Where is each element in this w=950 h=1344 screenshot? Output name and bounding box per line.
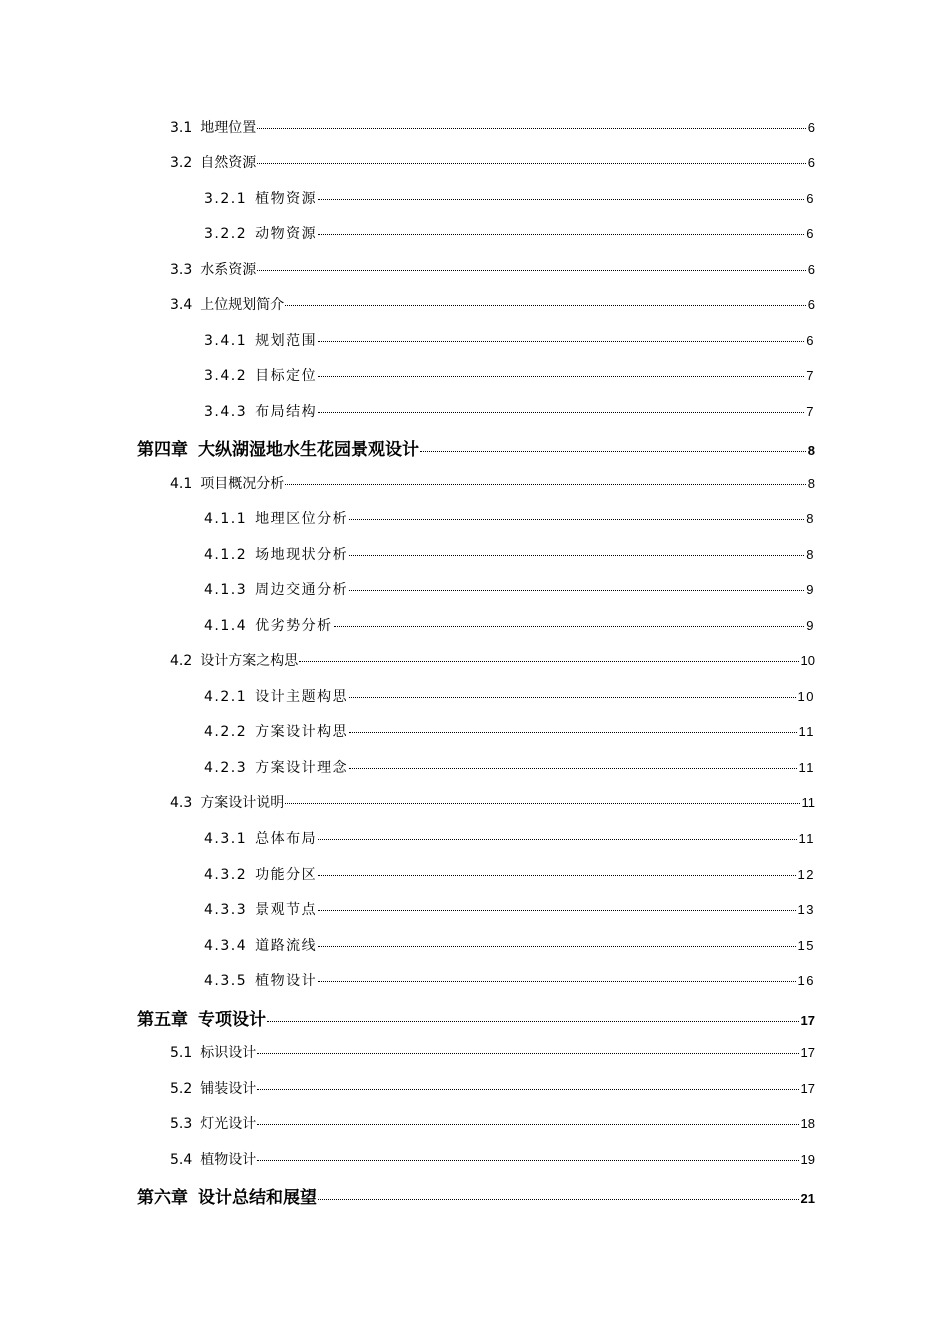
dot-leader <box>349 697 795 698</box>
toc-entry-title: 第四章 大纵湖湿地水生花园景观设计 <box>137 440 419 460</box>
toc-page-number: 7 <box>806 368 815 383</box>
toc-entry[interactable] <box>170 1113 815 1133</box>
toc-page-number: 9 <box>806 582 815 597</box>
toc-page-number: 16 <box>797 973 815 988</box>
dot-leader <box>349 519 804 520</box>
toc-entry[interactable] <box>170 792 815 812</box>
toc-entry[interactable] <box>170 1078 815 1098</box>
toc-page-number: 11 <box>801 795 815 810</box>
dot-leader <box>318 875 795 876</box>
toc-page-number: 8 <box>806 547 815 562</box>
dot-leader <box>285 305 806 306</box>
toc-entry[interactable] <box>204 330 815 350</box>
toc-page-number: 17 <box>800 1045 815 1060</box>
toc-entry-title: 4.3.1 总体布局 <box>204 831 318 847</box>
toc-entry-title: 4.3.2 功能分区 <box>204 867 318 883</box>
toc-page-number: 6 <box>807 297 815 312</box>
toc-entry[interactable] <box>204 970 815 990</box>
toc-entry[interactable] <box>204 935 815 955</box>
toc-entry-title: 5.4 植物设计 <box>170 1152 257 1168</box>
toc-entry-title: 3.2 自然资源 <box>170 155 257 171</box>
toc-entry[interactable] <box>204 223 815 243</box>
toc-page-number: 6 <box>806 333 815 348</box>
dot-leader <box>257 128 806 129</box>
dot-leader <box>349 768 796 769</box>
dot-leader <box>318 376 804 377</box>
dot-leader <box>257 270 806 271</box>
dot-leader <box>420 451 806 452</box>
toc-entry[interactable] <box>204 721 815 741</box>
dot-leader <box>349 555 804 556</box>
toc-entry-title: 第六章 设计总结和展望 <box>137 1188 317 1208</box>
toc-entry-title: 4.2.3 方案设计理念 <box>204 760 349 776</box>
dot-leader <box>318 910 795 911</box>
toc-chapter-entry[interactable] <box>137 1183 815 1208</box>
toc-entry-title: 5.1 标识设计 <box>170 1045 257 1061</box>
dot-leader <box>267 1021 799 1022</box>
dot-leader <box>318 981 795 982</box>
dot-leader <box>334 626 805 627</box>
toc-entry[interactable] <box>170 152 815 172</box>
dot-leader <box>318 341 804 342</box>
toc-entry-title: 4.3 方案设计说明 <box>170 795 285 811</box>
toc-page-number: 21 <box>800 1191 815 1206</box>
toc-entry-title: 5.2 铺装设计 <box>170 1081 257 1097</box>
toc-page-number: 12 <box>797 867 815 882</box>
toc-entry-title: 4.3.3 景观节点 <box>204 902 318 918</box>
toc-entry[interactable] <box>170 294 815 314</box>
toc-chapter-entry[interactable] <box>137 435 815 460</box>
dot-leader <box>318 412 804 413</box>
toc-entry[interactable] <box>204 864 815 884</box>
toc-page-number: 11 <box>798 724 815 739</box>
toc-page-number: 15 <box>797 938 815 953</box>
toc-entry[interactable] <box>170 1042 815 1062</box>
toc-entry[interactable] <box>170 1149 815 1169</box>
toc-entry-title: 5.3 灯光设计 <box>170 1116 257 1132</box>
toc-entry[interactable] <box>204 579 815 599</box>
toc-entry[interactable] <box>204 401 815 421</box>
toc-entry[interactable] <box>170 259 815 279</box>
toc-page-number: 17 <box>800 1081 815 1096</box>
dot-leader <box>257 1089 798 1090</box>
toc-entry-title: 4.1.4 优劣势分析 <box>204 618 333 634</box>
toc-entry-title: 第五章 专项设计 <box>137 1010 266 1030</box>
toc-page-number: 6 <box>807 155 815 170</box>
toc-entry[interactable] <box>204 508 815 528</box>
toc-entry-title: 3.3 水系资源 <box>170 262 257 278</box>
toc-entry-title: 4.2.2 方案设计构思 <box>204 724 349 740</box>
toc-entry[interactable] <box>204 899 815 919</box>
dot-leader <box>257 1053 798 1054</box>
toc-entry[interactable] <box>204 757 815 777</box>
dot-leader <box>299 661 798 662</box>
toc-entry-title: 3.4.3 布局结构 <box>204 404 318 420</box>
toc-page-number: 6 <box>807 120 815 135</box>
dot-leader <box>318 946 795 947</box>
toc-page-number: 9 <box>806 618 815 633</box>
toc-entry-title: 4.1 项目概况分析 <box>170 476 285 492</box>
toc-page-number: 18 <box>800 1116 815 1131</box>
toc-entry[interactable] <box>204 686 815 706</box>
toc-page-number: 10 <box>800 653 815 668</box>
toc-page-number: 17 <box>800 1013 815 1028</box>
toc-entry-title: 3.4 上位规划简介 <box>170 297 285 313</box>
toc-page-number: 8 <box>807 476 815 491</box>
dot-leader <box>318 839 796 840</box>
toc-entry[interactable] <box>204 544 815 564</box>
toc-entry[interactable] <box>204 365 815 385</box>
toc-entry-title: 4.3.5 植物设计 <box>204 973 318 989</box>
toc-entry-title: 4.3.4 道路流线 <box>204 938 318 954</box>
dot-leader <box>349 732 796 733</box>
toc-entry[interactable] <box>170 473 815 493</box>
toc-page-number: 6 <box>807 262 815 277</box>
toc-entry-title: 3.1 地理位置 <box>170 120 257 136</box>
toc-page-number: 11 <box>798 831 815 846</box>
toc-chapter-entry[interactable] <box>137 1005 815 1030</box>
toc-page-number: 7 <box>806 404 815 419</box>
toc-page-number: 8 <box>807 443 815 458</box>
toc-entry-title: 3.4.1 规划范围 <box>204 333 318 349</box>
dot-leader <box>257 163 806 164</box>
dot-leader <box>285 803 799 804</box>
toc-page-number: 11 <box>798 760 815 775</box>
toc-entry-title: 4.1.2 场地现状分析 <box>204 547 349 563</box>
toc-page-number: 6 <box>806 226 815 241</box>
toc-page-number: 19 <box>800 1152 815 1167</box>
toc-entry-title: 4.2.1 设计主题构思 <box>204 689 349 705</box>
toc-entry-title: 3.4.2 目标定位 <box>204 368 318 384</box>
dot-leader <box>318 234 804 235</box>
toc-page-number: 10 <box>797 689 815 704</box>
toc-entry-title: 4.2 设计方案之构思 <box>170 653 299 669</box>
toc-entry[interactable] <box>204 828 815 848</box>
dot-leader <box>318 1199 799 1200</box>
toc-entry-title: 3.2.2 动物资源 <box>204 226 318 242</box>
toc-page-number: 6 <box>806 191 815 206</box>
toc-page-number: 8 <box>806 511 815 526</box>
toc-entry-title: 4.1.3 周边交通分析 <box>204 582 349 598</box>
dot-leader <box>257 1124 798 1125</box>
toc-entry[interactable] <box>204 615 815 635</box>
toc-entry[interactable] <box>170 650 815 670</box>
toc-page-number: 13 <box>797 902 815 917</box>
dot-leader <box>349 590 804 591</box>
toc-entry[interactable] <box>204 188 815 208</box>
dot-leader <box>257 1160 798 1161</box>
dot-leader <box>285 484 806 485</box>
toc-entry[interactable] <box>170 117 815 137</box>
toc-entry-title: 3.2.1 植物资源 <box>204 191 318 207</box>
dot-leader <box>318 199 804 200</box>
toc-entry-title: 4.1.1 地理区位分析 <box>204 511 349 527</box>
